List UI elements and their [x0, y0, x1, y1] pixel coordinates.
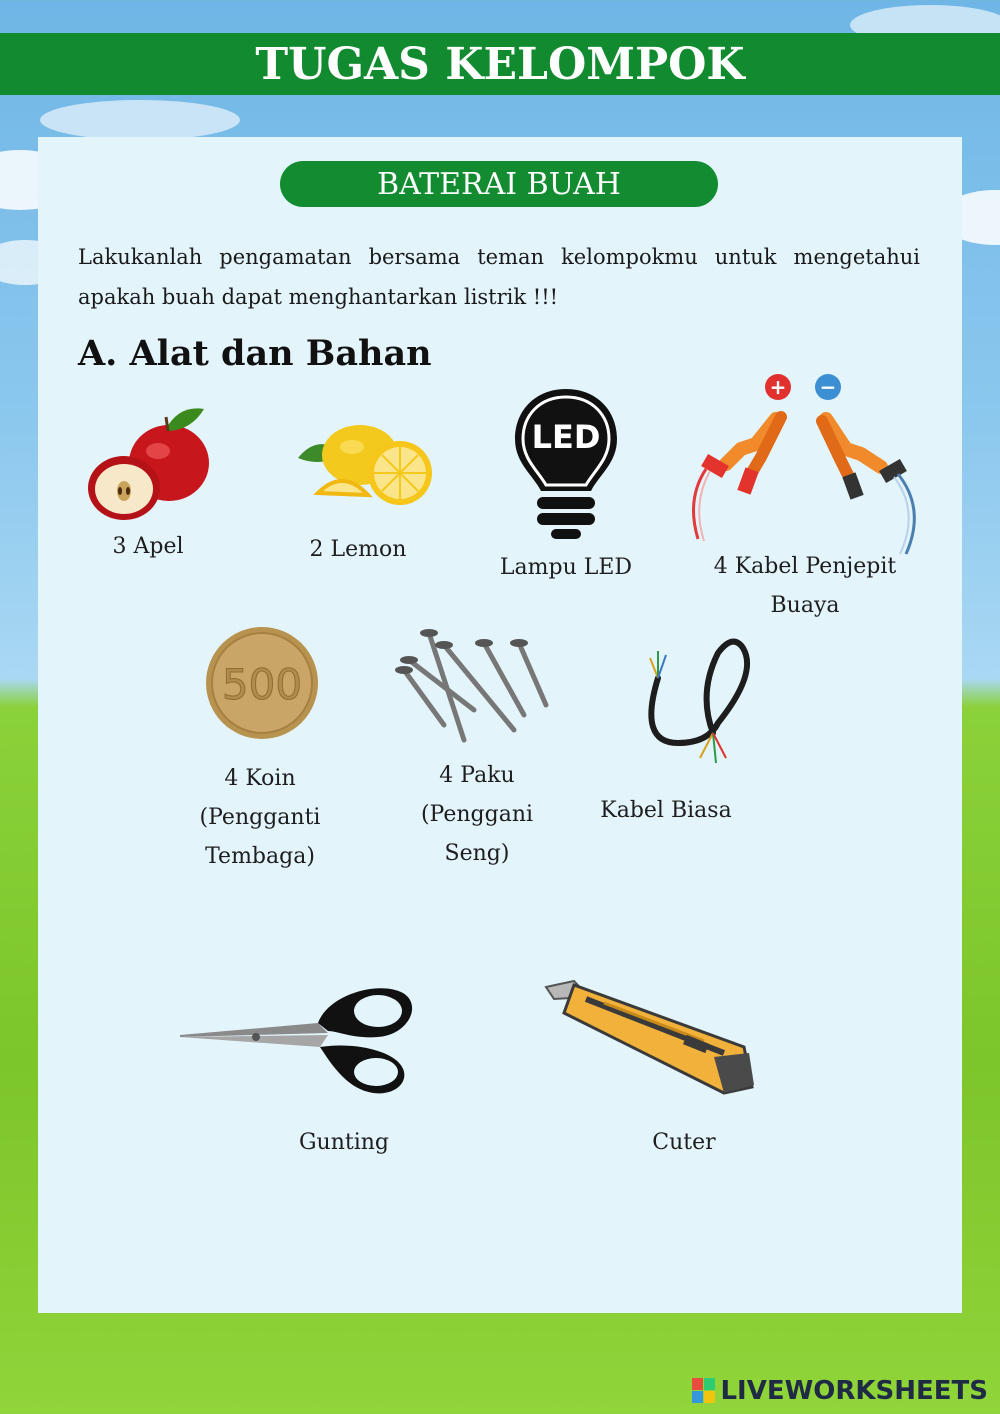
svg-text:+: + [769, 375, 787, 399]
item-label [698, 547, 912, 625]
item-label: Kabel Biasa [600, 798, 732, 823]
led-bulb-icon [507, 383, 625, 543]
liveworksheets-logo-icon [692, 1378, 716, 1404]
footer-brand-text: LIVEWORKSHEETS [720, 1376, 988, 1406]
item-label-line: 4 Paku [439, 763, 515, 788]
apple-icon [84, 403, 219, 523]
item-label-line: 4 Koin [224, 766, 296, 791]
item-label-line: Buaya [770, 593, 840, 618]
item-label-line: 4 Kabel Penjepit [713, 554, 897, 579]
item-label: Cuter [652, 1130, 716, 1155]
item-label: Gunting [298, 1130, 390, 1155]
scissors-icon [178, 975, 423, 1100]
nail-icon [384, 625, 554, 745]
wire-icon [638, 633, 758, 778]
cloud [40, 100, 240, 140]
item-label: Lampu LED [499, 555, 633, 580]
item-label-line: Tembaga) [205, 844, 315, 869]
item-label: 3 Apel [112, 534, 184, 559]
page-title: TUGAS KELOMPOK [255, 38, 745, 90]
title-bar [0, 33, 1000, 95]
svg-text:−: − [819, 375, 837, 399]
item-label-line: (Penggani [420, 802, 534, 827]
content-panel [38, 137, 962, 1313]
subtitle-pill: BATERAI BUAH [280, 161, 718, 207]
section-heading: A. Alat dan Bahan [78, 333, 432, 374]
item-label-line: (Pengganti [199, 805, 321, 830]
cutter-icon [544, 977, 759, 1102]
svg-text:LED: LED [531, 418, 601, 456]
item-label-line: Seng) [444, 841, 510, 866]
item-label: 2 Lemon [309, 537, 407, 562]
coin-icon [204, 625, 320, 741]
svg-text:500: 500 [221, 660, 303, 709]
intro-text: Lakukanlah pengamatan bersama teman kelompokmu untuk mengetahui apakah buah dapat menghantarkan listrik !!! [78, 245, 920, 309]
alligator-clip-icon [686, 369, 926, 559]
lemon-icon [288, 403, 438, 513]
item-label [178, 759, 342, 876]
item-label [398, 756, 556, 873]
footer-brand [692, 1376, 988, 1406]
